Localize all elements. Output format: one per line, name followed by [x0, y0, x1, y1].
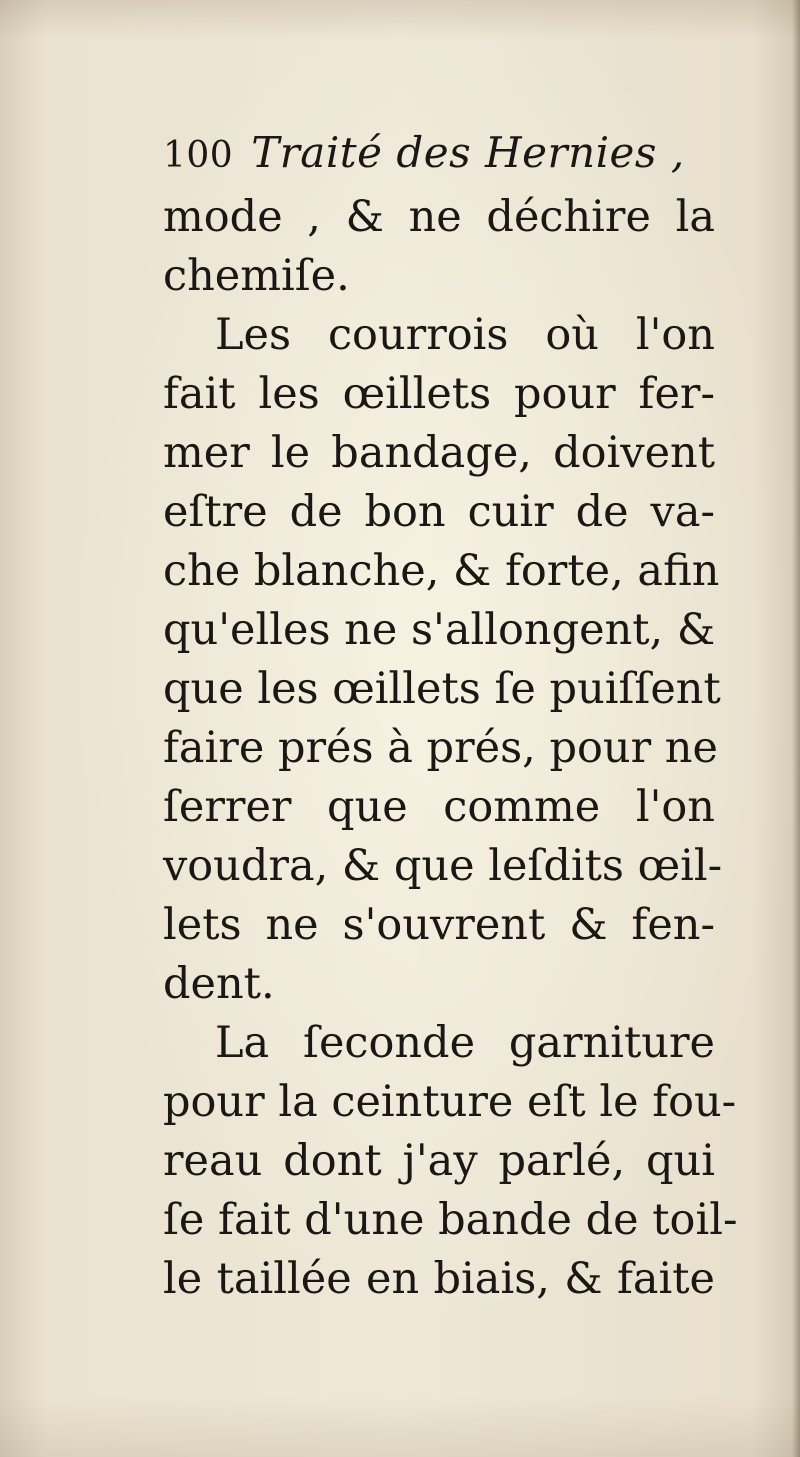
- text-line: ſerrer que comme l'on: [163, 782, 715, 832]
- running-title: Traité des Hernies ,: [251, 128, 685, 177]
- text-line: le taillée en biais, & faite: [163, 1254, 715, 1304]
- text-line: che blanche, & forte, afin: [163, 546, 720, 596]
- page-number: 100: [163, 135, 234, 176]
- page-header: [163, 118, 715, 188]
- text-line: ſe fait d'une bande de toil-: [163, 1195, 738, 1245]
- text-line: dent.: [163, 959, 275, 1009]
- page-edge-shadow: [792, 0, 800, 1457]
- text-line: mer le bandage, doivent: [163, 428, 715, 478]
- text-line: lets ne s'ouvrent & fen-: [163, 900, 715, 950]
- text-line: voudra, & que leſdits œil-: [163, 841, 723, 891]
- text-line: chemiſe.: [163, 251, 350, 301]
- text-line: faire prés à prés, pour ne: [163, 723, 718, 773]
- text-line: eſtre de bon cuir de va-: [163, 487, 715, 537]
- text-line: que les œillets ſe puiſſent: [163, 664, 721, 714]
- paragraph-start-line: Les courrois où l'on: [215, 310, 715, 360]
- text-line: mode , & ne déchire la: [163, 192, 715, 242]
- text-line: reau dont j'ay parlé, qui: [163, 1136, 715, 1186]
- text-block: [163, 118, 738, 1309]
- text-line: qu'elles ne s'allongent, &: [163, 605, 716, 655]
- paragraph-start-line: La ſeconde garniture: [215, 1018, 715, 1068]
- text-line: fait les œillets pour fer-: [163, 369, 715, 419]
- text-line: pour la ceinture eſt le fou-: [163, 1077, 737, 1127]
